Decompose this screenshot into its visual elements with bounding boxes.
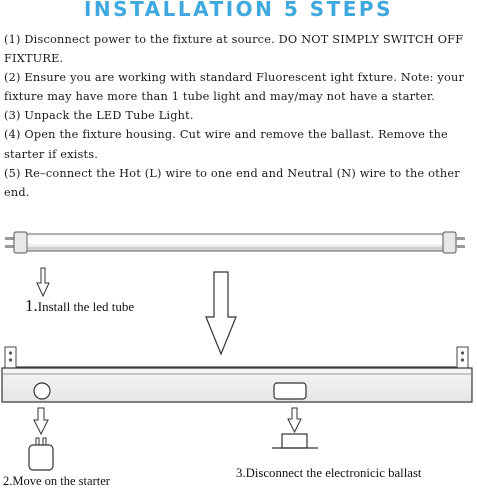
tube-pin: [456, 245, 465, 248]
fixture-socket-right: [457, 347, 468, 368]
fixture-housing: [2, 347, 472, 402]
starter-icon: [29, 438, 53, 470]
arrow-down-small-icon: [37, 268, 49, 296]
starter-hole: [34, 383, 50, 399]
step-2: (2) Ensure you are working with standard Fluorescent ight fxture. Note: your fixture may have more than 1 tube light and may/may not have a starter.: [4, 71, 465, 104]
tube-end-cap: [443, 232, 456, 253]
install-step-number: 1.: [25, 296, 38, 315]
disconnect-ballast-label: 3.Disconnect the electronicic ballast: [236, 466, 422, 480]
ballast-icon: [272, 434, 318, 448]
tube-end-cap: [14, 232, 27, 253]
step-4: (4) Open the fixture housing. Cut wire and remove the ballast. Remove the starter if exists.: [4, 128, 448, 161]
arrow-down-starter-icon: [34, 408, 48, 434]
install-step-text: Install the led tube: [37, 299, 135, 314]
move-starter-label: 2.Move on the starter: [3, 474, 110, 488]
ballast-cover: [274, 383, 306, 399]
step-1: (1) Disconnect power to the fixture at source. DO NOT SIMPLY SWITCH OFF FIXTURE.: [4, 33, 464, 66]
arrow-down-ballast-icon: [288, 408, 301, 432]
tube-pin: [5, 237, 14, 240]
tube-pin: [456, 237, 465, 240]
step-5: (5) Re–connect the Hot (L) wire to one end and Neutral (N) wire to the other end.: [4, 166, 460, 199]
step-3: (3) Unpack the LED Tube Light.: [4, 109, 194, 123]
led-tube: [5, 232, 465, 253]
page-title: INSTALLATION 5 STEPS: [83, 0, 393, 21]
tube-pin: [5, 245, 14, 248]
fixture-body: [2, 368, 472, 402]
arrow-down-large-icon: [206, 272, 236, 354]
fixture-socket-left: [5, 347, 16, 368]
install-tube-label: [25, 296, 134, 316]
